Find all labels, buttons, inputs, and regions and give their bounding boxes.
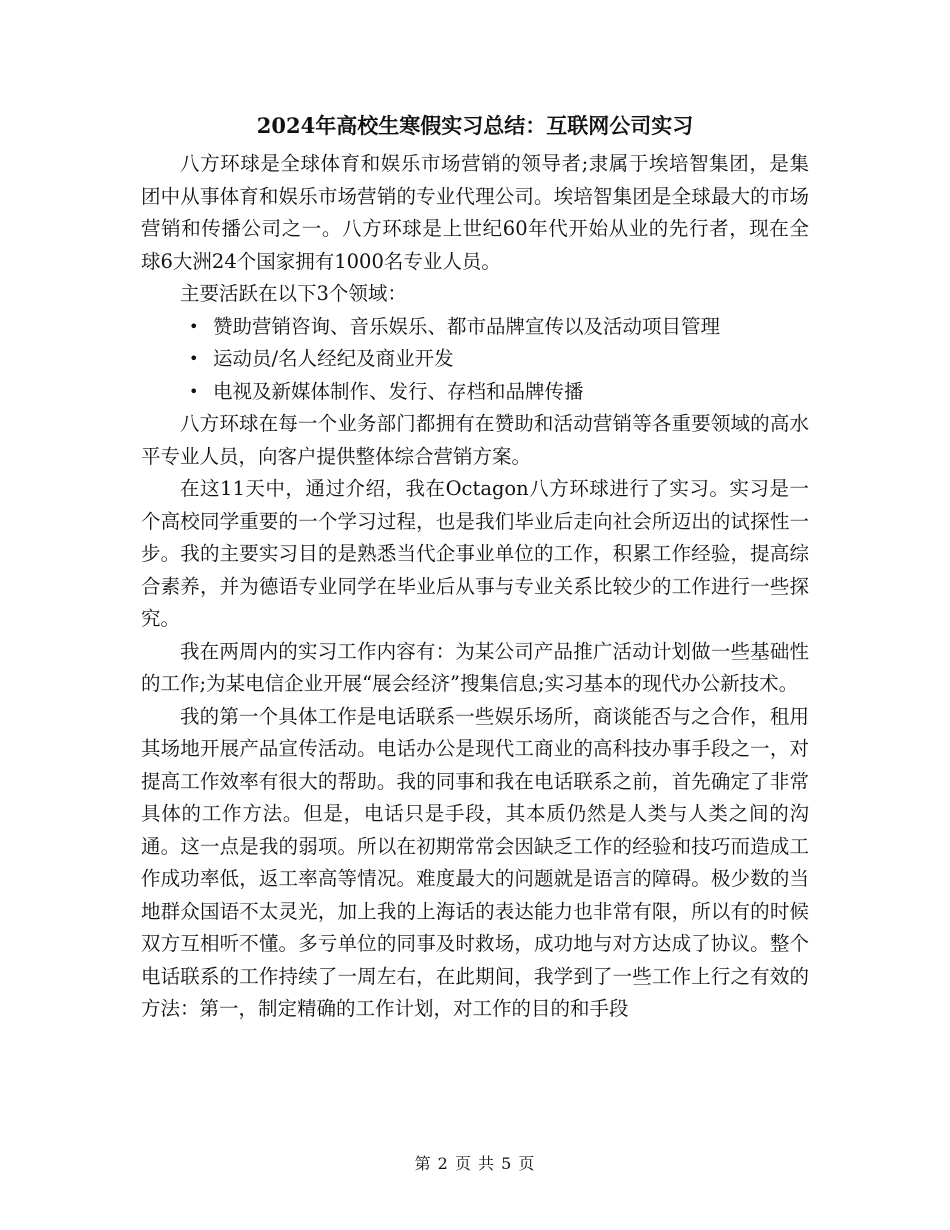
paragraph: 主要活跃在以下3个领域： bbox=[180, 282, 407, 305]
paragraph: 八方环球在每一个业务部门都拥有在赞助和活动营销等各重要领域的高水平专业人员，向客户提供整体综合营销方案。 bbox=[141, 412, 809, 468]
list-item bbox=[141, 343, 809, 376]
bullet-icon: • bbox=[189, 316, 199, 336]
list-item-text: 电视及新媒体制作、发行、存档和品牌传播 bbox=[213, 379, 584, 403]
list-item bbox=[141, 311, 809, 344]
bullet-icon: • bbox=[189, 349, 199, 368]
paragraph: 八方环球是全球体育和娱乐市场营销的领导者;隶属于埃培智集团，是集团中从事体育和娱乐市场营销的专业代理公司。埃培智集团是全球最大的市场营销和传播公司之一。八方环球是上世纪60年代开始从业的先行者，现在全球6大洲24个国家拥有1000名专业人员。 bbox=[141, 152, 809, 273]
bullet-list bbox=[141, 311, 809, 409]
document-body bbox=[141, 148, 809, 1026]
bullet-icon: • bbox=[189, 381, 199, 401]
paragraph: 在这11天中，通过介绍，我在Octagon八方环球进行了实习。实习是一个高校同学重要的一个学习过程，也是我们毕业后走向社会所迈出的试探性一步。我的主要实习目的是熟悉当代企事业单位的工作，积累工作经验，提高综合素养，并为德语专业同学在毕业后从事与专业关系比较少的工作进行一些探究。 bbox=[141, 477, 809, 630]
paragraph: 我的第一个具体工作是电话联系一些娱乐场所，商谈能否与之合作，租用其场地开展产品宣传活动。电话办公是现代工商业的高科技办事手段之一，对提高工作效率有很大的帮助。我的同事和我在电话联系之前，首先确定了非常具体的工作方法。但是，电话只是手段，其本质仍然是人类与人类之间的沟通。这一点是我的弱项。所以在初期常常会因缺乏工作的经验和技巧而造成工作成功率低，返工率高等情况。难度最大的问题就是语言的障碍。极少数的当地群众国语不太灵光，加上我的上海话的表达能力也非常有限，所以有的时候双方互相听不懂。多亏单位的同事及时救场，成功地与对方达成了协议。整个电话联系的工作持续了一周左右，在此期间，我学到了一些工作上行之有效的方法：第一，制定精确的工作计划，对工作的目的和手段 bbox=[141, 704, 809, 1020]
list-item-text: 运动员/名人经纪及商业开发 bbox=[213, 347, 454, 370]
page-title: 2024年高校生寒假实习总结：互联网公司实习 bbox=[256, 113, 694, 138]
paragraph: 我在两周内的实习工作内容有：为某公司产品推广活动计划做一些基础性的工作;为某电信企业开展“展会经济”搜集信息;实习基本的现代办公新技术。 bbox=[141, 639, 809, 695]
page-number: 第 2 页 共 5 页 bbox=[414, 1154, 536, 1173]
list-item-text: 赞助营销咨询、音乐娱乐、都市品牌宣传以及活动项目管理 bbox=[213, 314, 721, 338]
list-item bbox=[141, 376, 809, 409]
